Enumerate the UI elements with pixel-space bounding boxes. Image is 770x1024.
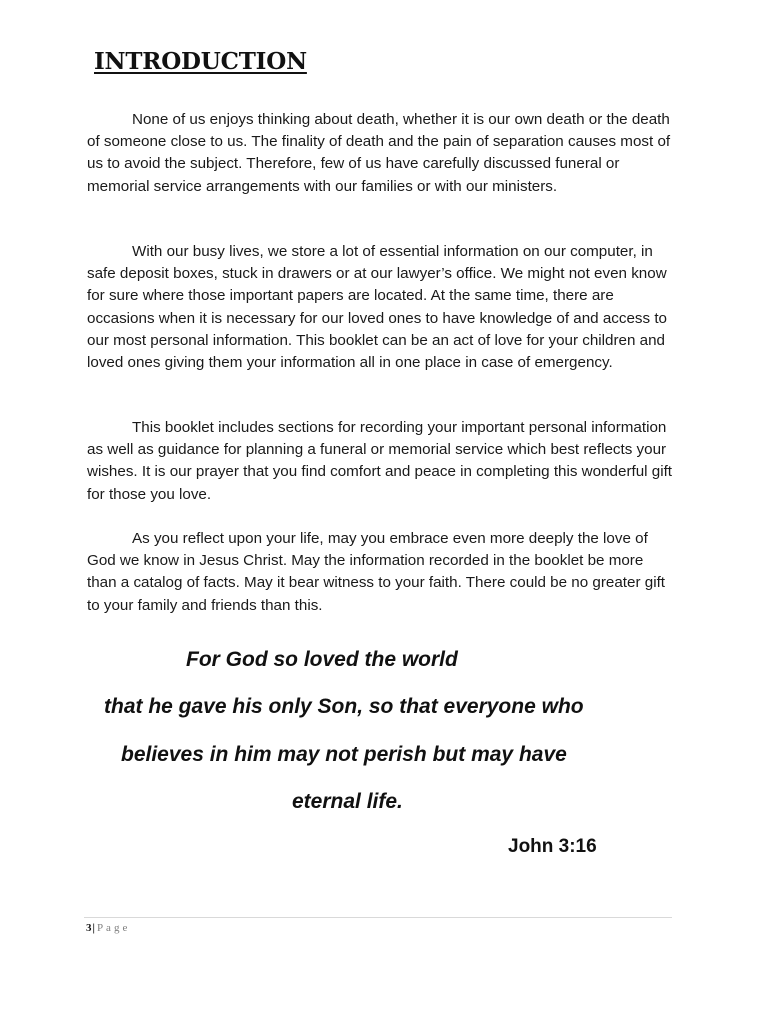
intro-paragraph-1: None of us enjoys thinking about death, whether it is our own death or the death of someone close to us. The finality of death and the pain of separation causes most of us to avoid the subject. Therefore, few of us have carefully discussed funeral or memorial service arrangements with our families or with our ministers.	[87, 111, 671, 195]
verse-reference: John 3:16	[508, 836, 597, 857]
page-heading: INTRODUCTION	[94, 48, 307, 75]
intro-paragraph-3: This booklet includes sections for recording your important personal information as well as guidance for planning a funeral or memorial service which best reflects your wishes. It is our prayer that you find comfort and peace in completing this wonderful gift for those you love.	[87, 419, 673, 503]
page-number: 3	[86, 922, 92, 934]
verse-line-3: believes in him may not perish but may have	[121, 743, 567, 766]
verse-line-4: eternal life.	[292, 790, 403, 813]
intro-paragraph-2: With our busy lives, we store a lot of essential information on our computer, in safe deposit boxes, stuck in drawers or at our lawyer’s office. We might not even know for sure where those important papers are located. At the same time, there are occasions when it is necessary for our loved ones to have knowledge of and access to our most personal information. This booklet can be an act of love for your children and loved ones giving them your information all in one place in case of emergency.	[87, 243, 667, 372]
verse-line-2: that he gave his only Son, so that everyone who	[104, 695, 584, 718]
footer-divider	[84, 917, 672, 918]
intro-paragraph-4: As you reflect upon your life, may you embrace even more deeply the love of God we know in Jesus Christ. May the information recorded in the booklet be more than a catalog of facts. May it bear witness to your faith. There could be no greater gift to your family and friends than this.	[87, 530, 666, 614]
footer-separator: |	[92, 922, 95, 934]
page-footer	[86, 920, 130, 936]
page-label: Page	[96, 922, 131, 934]
verse-line-1: For God so loved the world	[186, 648, 458, 671]
